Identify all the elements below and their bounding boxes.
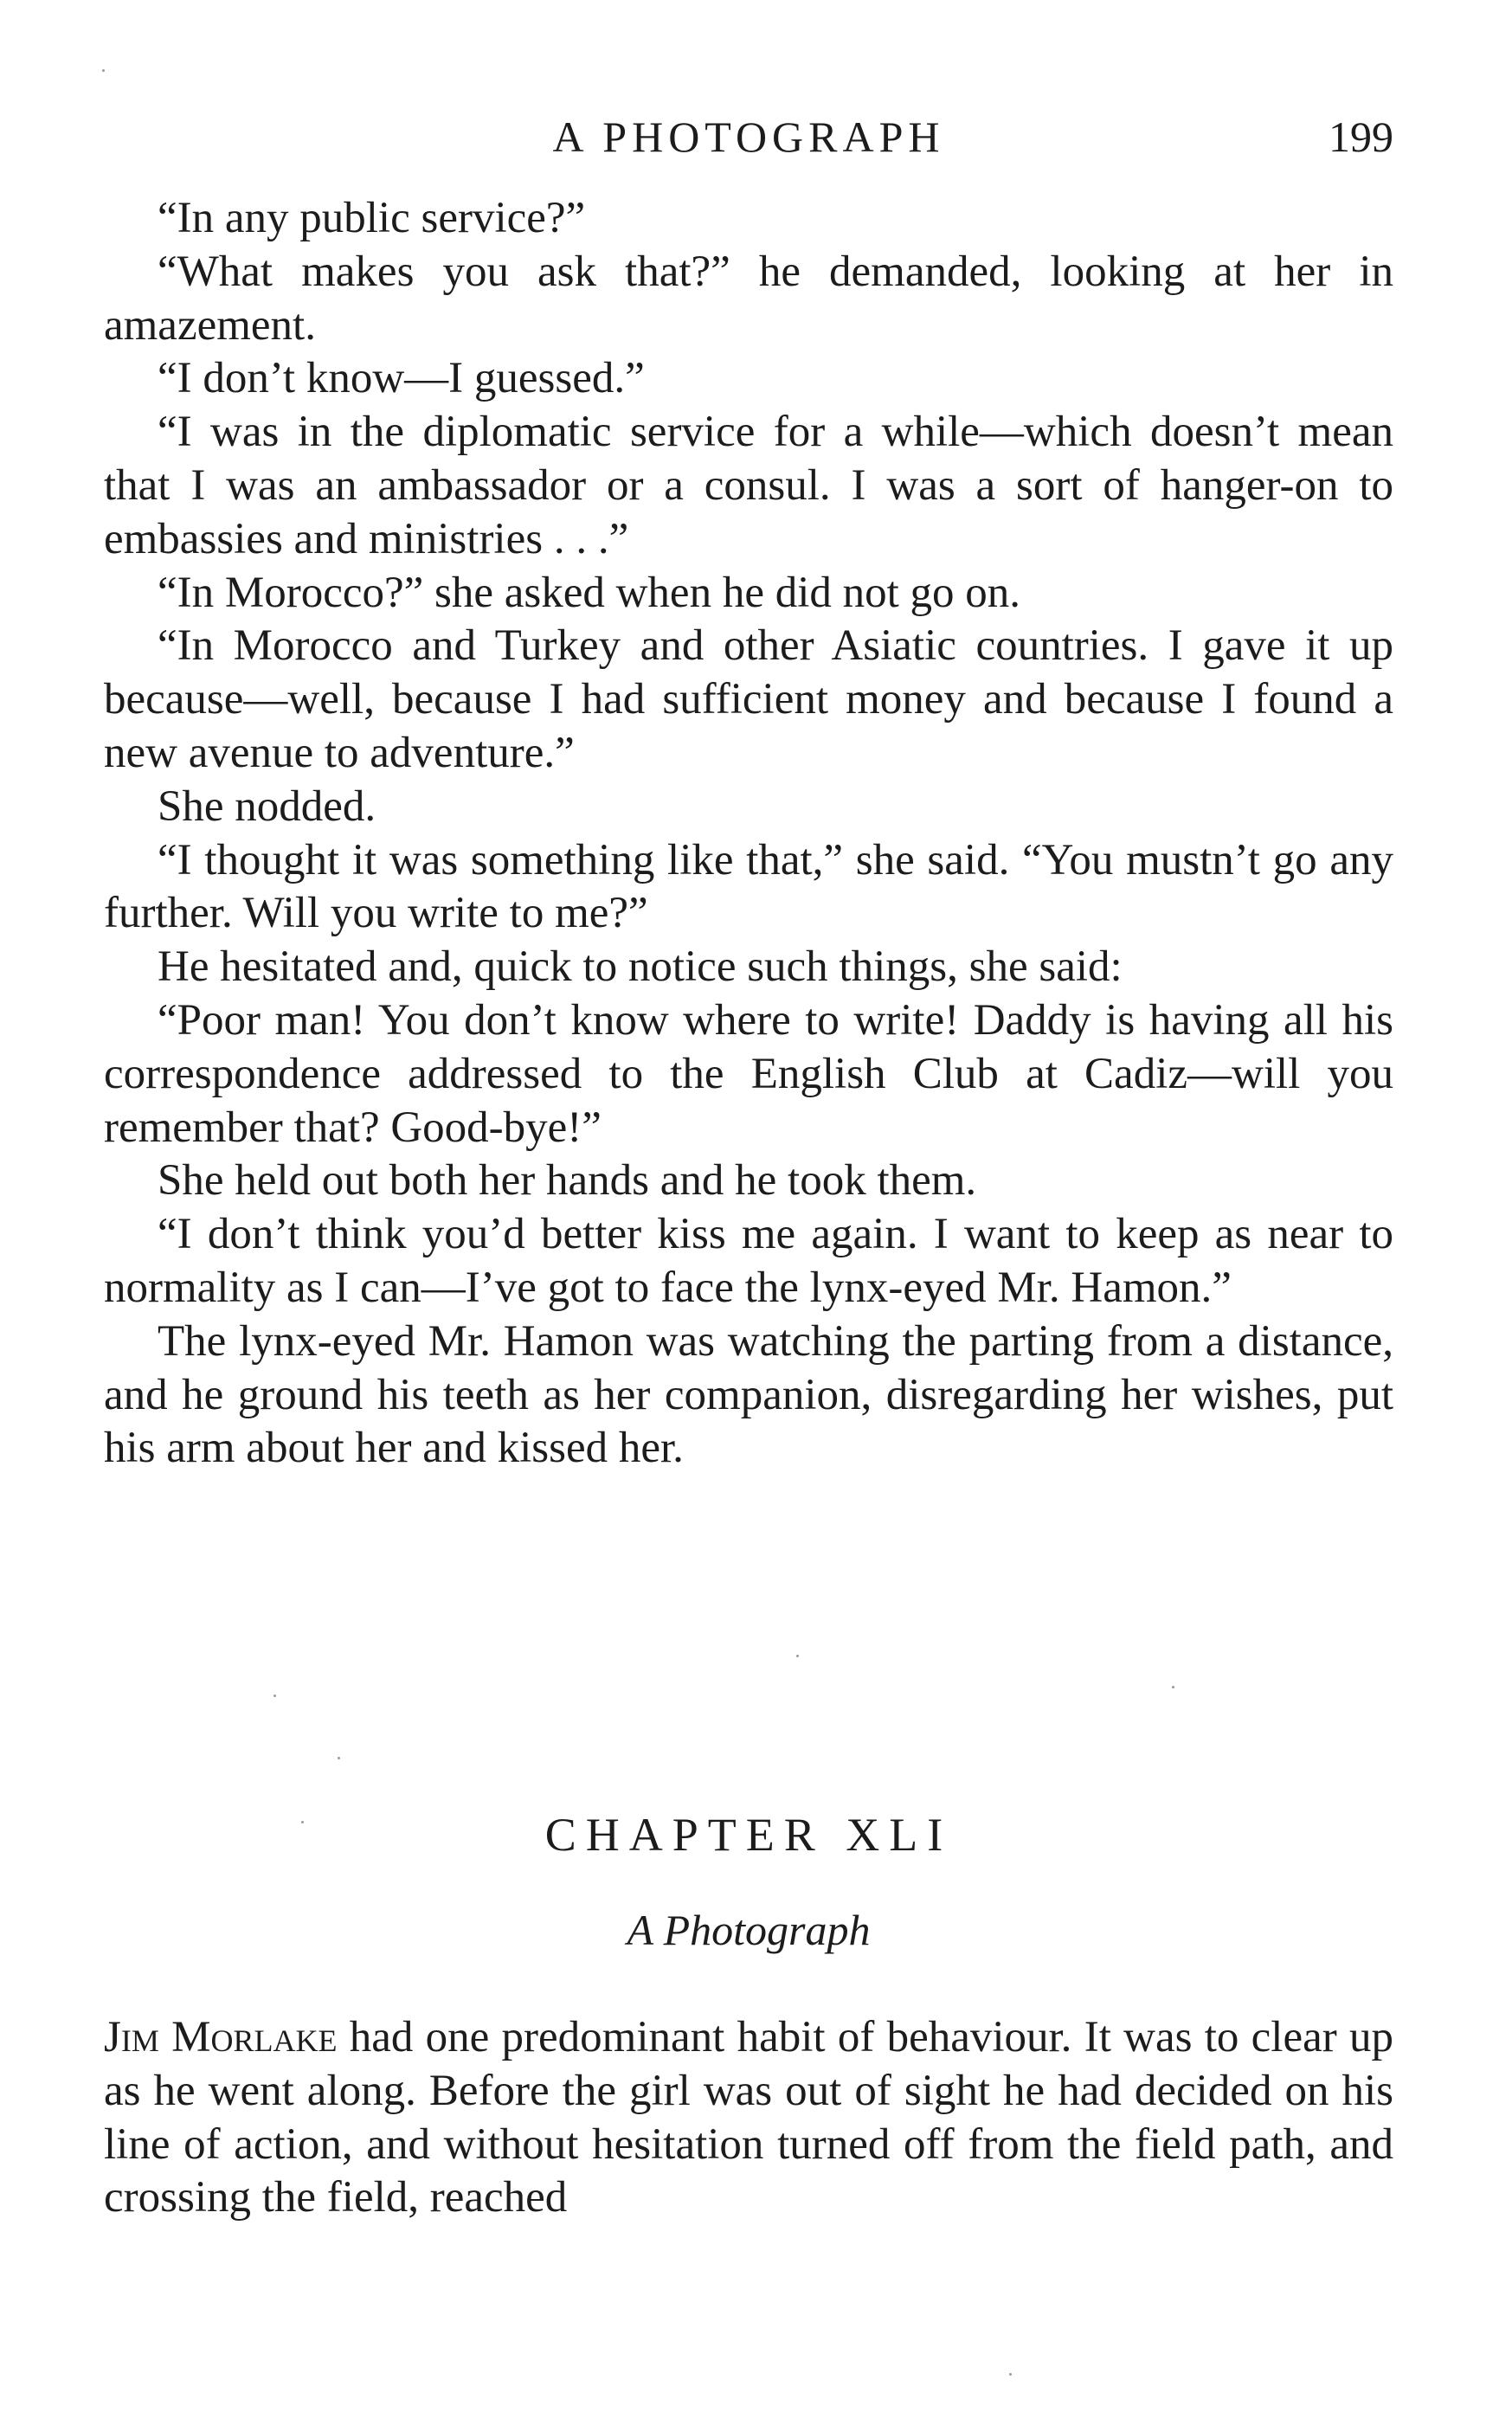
chapter-heading: CHAPTER XLI [544,1809,953,1861]
scan-speck [273,1695,276,1697]
opening-name: Jim Morlake [104,2013,338,2061]
paragraph: “What makes you ask that?” he demanded, looking at her in amazement. [104,247,1393,350]
running-title: A PHOTOGRAPH [552,113,945,161]
paragraph: “I thought it was something like that,” she said. “You mustn’t go any further. Will you write to me?” [104,835,1393,938]
scan-speck [1009,2373,1012,2376]
body-text [104,192,1393,1476]
chapter-subtitle: A Photograph [627,1906,871,1954]
chapter-opening-paragraph [104,2011,1393,2225]
paragraph: “I don’t know—I guessed.” [158,354,645,403]
chapter-text [104,2011,1393,2225]
paragraph: “I was in the diplomatic service for a while—which doesn’t mean that I was an ambassador or a consul. I was a sort of hanger-on to embassies and ministries . . .” [104,408,1393,563]
scan-speck [301,1821,304,1823]
scan-speck [102,69,105,72]
paragraph: “Poor man! You don’t know where to write! Daddy is having all his correspondence addressed to the English Club at Cadiz—will you remember that? Good-bye!” [104,995,1393,1152]
opening-text: had one predominant habit of behaviour. It was to clear up as he went along. Before the girl was out of sight he had decided on his line of action, and without hesitation turned off from the field path, and crossing the field, reached [104,2013,1393,2222]
running-head [104,111,1393,163]
paragraph: The lynx-eyed Mr. Hamon was watching the parting from a distance, and he ground his teeth as her companion, disregarding her wishes, put his arm about her and kissed her. [104,1316,1393,1473]
scan-speck [338,1757,340,1759]
scan-speck [796,1655,799,1657]
paragraph: She held out both her hands and he took them. [158,1156,977,1206]
paragraph: “In Morocco?” she asked when he did not go on. [158,568,1021,617]
paragraph: “In any public service?” [158,194,586,242]
paragraph: He hesitated and, quick to notice such things, she said: [158,942,1123,992]
page-number: 199 [1329,113,1393,161]
paragraph: “In Morocco and Turkey and other Asiatic countries. I gave it up because—well, because I had sufficient money and because I found a new avenue to adventure.” [104,621,1393,777]
paragraph: She nodded. [158,781,376,831]
paragraph: “I don’t think you’d better kiss me again. I want to keep as near to normality as I can—I’ve got to face the lynx-eyed Mr. Hamon.” [104,1210,1393,1312]
scan-speck [1172,1686,1174,1688]
